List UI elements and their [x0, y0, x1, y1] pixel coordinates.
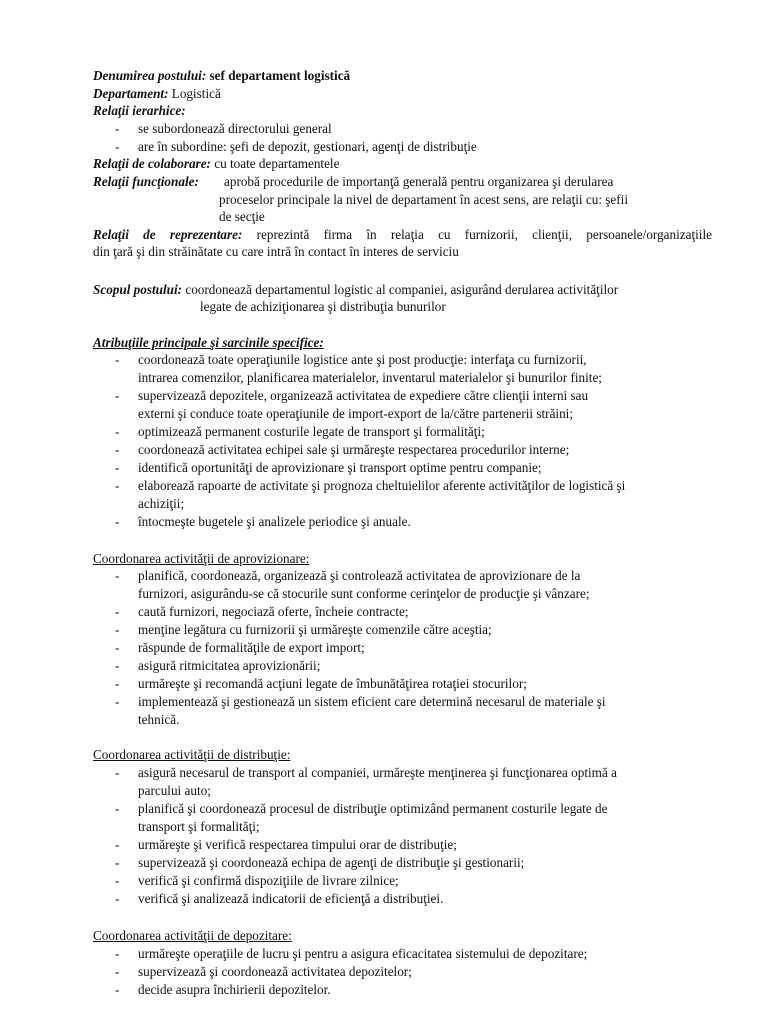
bullet-dash: - [115, 946, 120, 961]
list-item: planifică, coordonează, organizează şi controlează activitatea de aprovizionare de la [138, 568, 581, 583]
list-item: caută furnizori, negociază oferte, încheie contracte; [138, 604, 409, 619]
scop-text: legate de achiziţionarea şi distribuţia bunurilor [200, 299, 446, 314]
post-value: sef departament logistică [209, 68, 351, 83]
aprovizionare-title: Coordonarea activităţii de aprovizionare: [93, 551, 310, 566]
list-item: asigură ritmicitatea aprovizionării; [138, 658, 321, 673]
list-item: implementează şi gestionează un sistem eficient care determină necesarul de materiale şi [138, 694, 606, 709]
functionale-line: aprobă procedurile de importanţă generală pentru organizarea şi derularea [224, 174, 614, 189]
list-item: decide asupra închirierii depozitelor. [138, 982, 331, 997]
bullet-dash: - [115, 855, 120, 870]
department-line [93, 85, 221, 103]
scop-text: coordonează departamentul logistic al companiei, asigurând derularea activităţilor [185, 282, 619, 297]
bullet-dash: - [115, 424, 120, 439]
list-item: urmăreşte operaţiile de lucru şi pentru a asigura eficacitatea sistemului de depozitare; [138, 946, 588, 961]
list-item: întocmeşte bugetele şi analizele periodice şi anuale. [138, 514, 411, 529]
functionale-line: proceselor principale la nivel de departament în acest sens, are relaţii cu: şefii [219, 192, 628, 207]
bullet-dash: - [115, 604, 120, 619]
colaborare-line [93, 155, 339, 173]
list-item-cont: furnizori, asigurându-se că stocurile sunt conforme cerinţelor de producţie şi vânzare; [138, 586, 590, 601]
functionale-label: Relaţii funcţionale: [93, 174, 199, 189]
list-item: supervizează şi coordonează echipa de agenţi de distribuţie şi gestionarii; [138, 855, 525, 870]
bullet-dash: - [115, 442, 120, 457]
list-item: supervizează şi coordonează activitatea depozitelor; [138, 964, 412, 979]
bullet-dash: - [115, 568, 120, 583]
list-item: asigură necesarul de transport al companiei, urmăreşte menţinerea şi funcţionarea optimă a [138, 765, 617, 780]
depozitare-title: Coordonarea activităţii de depozitare: [93, 928, 292, 943]
reprezentare-line [93, 226, 712, 244]
bullet-dash: - [115, 478, 120, 493]
list-item: verifică şi analizează indicatorii de eficienţă a distribuţiei. [138, 891, 444, 906]
atributii-title: Atribuţiile principale şi sarcinile specifice: [93, 335, 324, 350]
bullet-dash: - [115, 964, 120, 979]
bullet-dash: - [115, 460, 120, 475]
bullet-dash: - [115, 388, 120, 403]
list-item: elaborează rapoarte de activitate şi prognoza cheltuielilor aferente activităţilor de logistică şi [138, 478, 626, 493]
list-item-cont: tehnică. [138, 712, 180, 727]
list-item: se subordonează directorului general [138, 121, 332, 136]
list-item: supervizează depozitele, organizează activitatea de expediere către clienţii interni sau [138, 388, 589, 403]
bullet-dash: - [115, 873, 120, 888]
list-item: optimizează permanent costurile legate de transport şi formalităţi; [138, 424, 485, 439]
post-title-line [93, 67, 350, 85]
list-item: coordonează toate operaţiunile logistice ante şi post producţie: interfaţa cu furnizorii, [138, 352, 587, 367]
list-item: coordonează activitatea echipei sale şi urmăreşte respectarea procedurilor interne; [138, 442, 570, 457]
bullet-dash: - [115, 694, 120, 709]
list-item-cont: externi şi conduce toate operaţiunile de import-export de la/către partenerii străini; [138, 406, 574, 421]
list-item: verifică şi confirmă dispoziţiile de livrare zilnice; [138, 873, 399, 888]
distributie-title: Coordonarea activităţii de distribuţie: [93, 747, 291, 762]
reprezentare-text: din ţară şi din străinătate cu care intră în contact în interes de serviciu [93, 244, 459, 259]
colaborare-label: Relaţii de colaborare: [93, 156, 211, 171]
bullet-dash: - [115, 640, 120, 655]
scop-line [93, 281, 618, 299]
bullet-dash: - [115, 801, 120, 816]
bullet-dash: - [115, 676, 120, 691]
ierarhice-label: Relaţii ierarhice: [93, 103, 186, 118]
bullet-dash: - [115, 658, 120, 673]
bullet-dash: - [115, 891, 120, 906]
bullet-dash: - [115, 139, 120, 154]
list-item-cont: parcului auto; [138, 783, 211, 798]
bullet-dash: - [115, 765, 120, 780]
list-item: răspunde de formalităţile de export import; [138, 640, 365, 655]
list-item: planifică şi coordonează procesul de distribuţie optimizând permanent costurile legate de [138, 801, 608, 816]
reprezentare-label: Relaţii de reprezentare: [93, 227, 243, 242]
list-item-cont: achiziţii; [138, 496, 185, 511]
functionale-line: de secţie [219, 209, 265, 224]
bullet-dash: - [115, 982, 120, 997]
bullet-dash: - [115, 514, 120, 529]
bullet-dash: - [115, 121, 120, 136]
scop-label: Scopul postului: [93, 282, 183, 297]
reprezentare-text: reprezintă firma în relaţia cu furnizorii, clienţii, persoanele/organizaţiile [256, 227, 712, 242]
list-item-cont: intrarea comenzilor, planificarea materialelor, inventarul materialelor şi bunurilor finite; [138, 370, 602, 385]
post-label: Denumirea postului: [93, 68, 207, 83]
bullet-dash: - [115, 622, 120, 637]
list-item: menţine legătura cu furnizorii şi urmăreşte comenzile către aceştia; [138, 622, 492, 637]
list-item: are în subordine: şefi de depozit, gestionari, agenţi de distribuţie [138, 139, 477, 154]
department-value: Logistică [171, 86, 221, 101]
list-item: urmăreşte şi recomandă acţiuni legate de îmbunătăţirea rotaţiei stocurilor; [138, 676, 527, 691]
list-item: identifică oportunităţi de aprovizionare şi transport optime pentru companie; [138, 460, 542, 475]
colaborare-value: cu toate departamentele [214, 156, 340, 171]
department-label: Departament: [93, 86, 169, 101]
bullet-dash: - [115, 352, 120, 367]
list-item: urmăreşte şi verifică respectarea timpului orar de distribuţie; [138, 837, 457, 852]
list-item-cont: transport şi formalităţi; [138, 819, 260, 834]
bullet-dash: - [115, 837, 120, 852]
